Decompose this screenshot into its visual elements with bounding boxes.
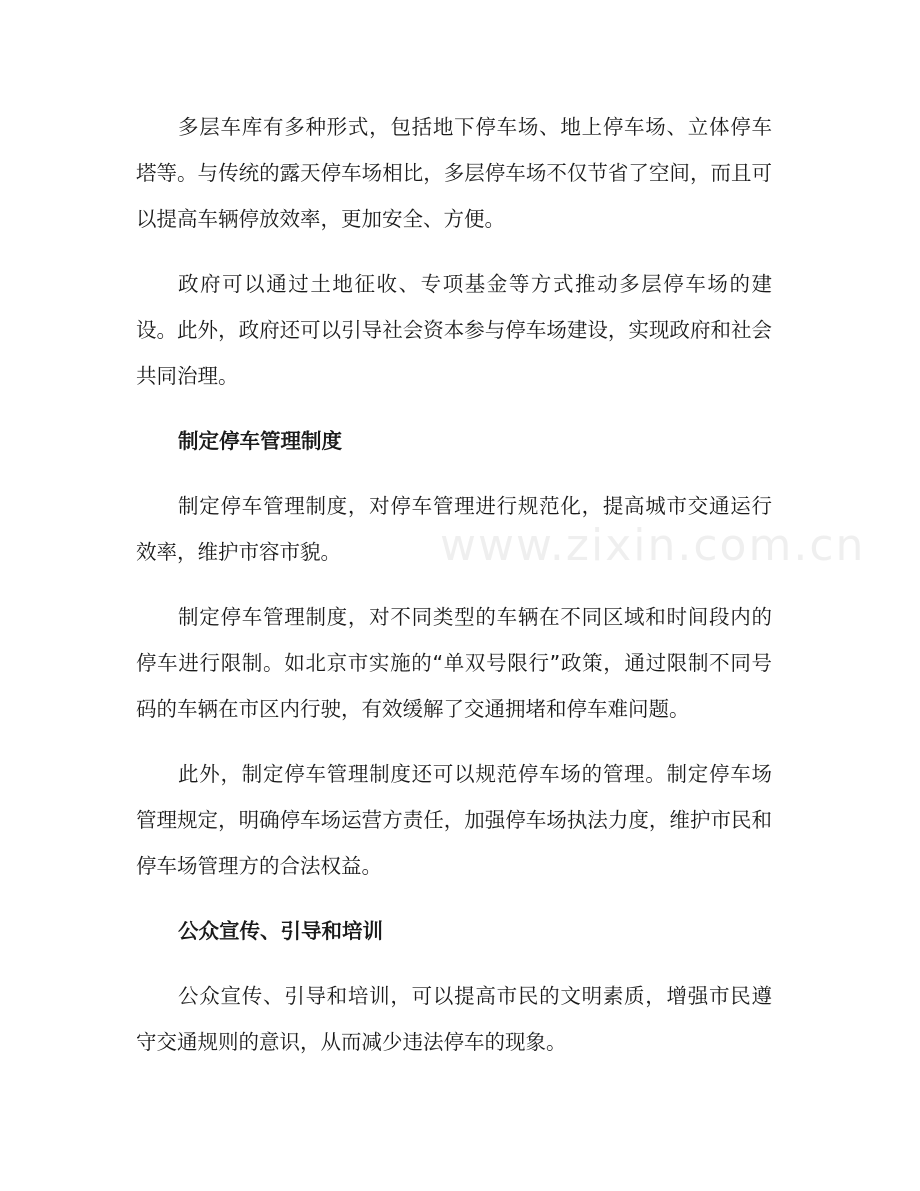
section-heading-public-education: 公众宣传、引导和培训	[178, 919, 383, 943]
paragraph-management-standardization: 制定停车管理制度，对停车管理进行规范化，提高城市交通运行效率，维护市容市貌。	[136, 494, 772, 564]
paragraph-public-education: 公众宣传、引导和培训，可以提高市民的文明素质，增强市民遵守交通规则的意识，从而减少违法停车的现象。	[136, 984, 772, 1054]
document-body	[136, 104, 772, 1084]
paragraph-parking-restrictions: 制定停车管理制度，对不同类型的车辆在不同区域和时间段内的停车进行限制。如北京市实施的“单双号限行”政策，通过限制不同号码的车辆在市区内行驶，有效缓解了交通拥堵和停车难问题。	[136, 605, 772, 721]
watermark: www.zixin.com.cn	[440, 520, 866, 571]
section-heading-parking-management: 制定停车管理制度	[178, 429, 342, 453]
paragraph-government-construction: 政府可以通过土地征收、专项基金等方式推动多层停车场的建设。此外，政府还可以引导社会资本参与停车场建设，实现政府和社会共同治理。	[136, 272, 772, 388]
paragraph-multilevel-garage: 多层车库有多种形式，包括地下停车场、地上停车场、立体停车塔等。与传统的露天停车场相比，多层停车场不仅节省了空间，而且可以提高车辆停放效率，更加安全、方便。	[136, 115, 772, 231]
paragraph-parking-lot-regulation: 此外，制定停车管理制度还可以规范停车场的管理。制定停车场管理规定，明确停车场运营方责任，加强停车场执法力度，维护市民和停车场管理方的合法权益。	[136, 762, 772, 878]
